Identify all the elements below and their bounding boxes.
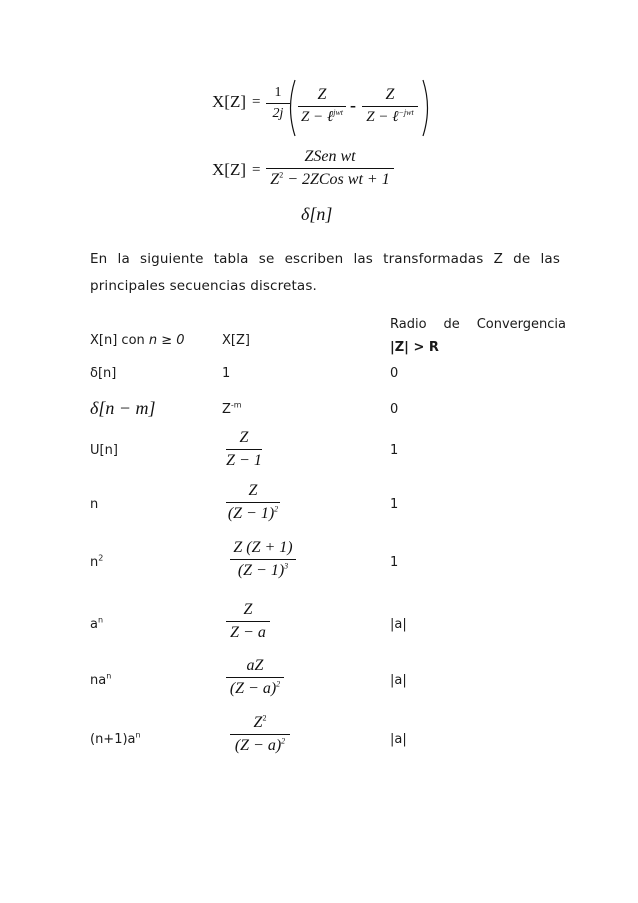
- eq1-term2-num: Z: [385, 86, 395, 103]
- sequence-base: (n+1)a: [90, 732, 136, 747]
- transform-numerator: aZ: [246, 657, 264, 674]
- eq1-term1: [298, 86, 346, 126]
- transform-numerator: Z (Z + 1): [233, 539, 293, 556]
- eq1-term1-den: Z − ℓ: [301, 109, 334, 125]
- eq1-coef-num: 1: [274, 85, 282, 100]
- row-roc: 1: [390, 555, 399, 570]
- paragraph-line-1: En la siguiente tabla se escriben las transformadas Z de las: [90, 251, 560, 267]
- header-roc-condition: |Z| > R: [390, 340, 439, 355]
- table-row: [90, 601, 570, 641]
- eq3-delta: δ[n]: [301, 204, 333, 224]
- eq2-fraction: [266, 148, 394, 189]
- eq2-equals: =: [252, 162, 261, 178]
- transform-numerator: Z: [239, 429, 249, 446]
- sequence-base: na: [90, 673, 107, 688]
- row-sequence: [90, 555, 103, 570]
- header-sequence-label: X[n] con: [90, 333, 149, 348]
- table-header: [90, 317, 570, 355]
- table-row: [90, 366, 570, 386]
- eq1-equals: =: [252, 94, 261, 110]
- sequence-exponent: 2: [98, 553, 104, 563]
- sequence-base: n: [90, 555, 99, 570]
- transform-denominator-exponent: 2: [276, 679, 281, 689]
- eq2-den-sq: 2: [279, 170, 284, 180]
- row-sequence: δ[n]: [90, 366, 117, 381]
- table-row: [90, 539, 570, 579]
- table-row: [90, 429, 570, 469]
- equations-block: [0, 0, 638, 240]
- eq1-term1-num: Z: [317, 86, 327, 103]
- transform-denominator: Z − 1: [226, 452, 262, 469]
- sequence-exponent: n: [106, 671, 112, 681]
- row-transform: [226, 429, 262, 470]
- transform-denominator-exponent: 2: [281, 736, 286, 746]
- row-transform: [222, 402, 242, 417]
- table-row: [90, 482, 570, 522]
- header-sequence: [90, 333, 185, 348]
- row-roc: |a|: [390, 673, 407, 688]
- row-transform: [230, 714, 290, 755]
- eq1-term2-exp: −jwt: [398, 108, 414, 117]
- row-sequence: [90, 617, 103, 632]
- row-sequence: [90, 732, 141, 747]
- row-transform: 1: [222, 366, 231, 381]
- transform-denominator-exponent: 2: [274, 504, 279, 514]
- row-transform: [226, 657, 284, 698]
- eq1-minus: -: [350, 95, 356, 115]
- row-sequence: n: [90, 497, 99, 512]
- row-roc: 1: [390, 497, 399, 512]
- header-transform: X[Z]: [222, 333, 250, 348]
- header-roc-word-3: Convergencia: [476, 317, 566, 332]
- row-transform: [226, 601, 270, 642]
- row-sequence: [90, 673, 111, 688]
- intro-paragraph: [90, 246, 560, 300]
- row-roc: 0: [390, 366, 399, 381]
- transform-denominator: (Z − 1): [237, 562, 285, 579]
- row-sequence: δ[n − m]: [90, 398, 156, 418]
- transform-denominator: (Z − a): [229, 680, 277, 697]
- row-transform: [230, 539, 296, 580]
- transform-base: Z: [222, 402, 231, 417]
- sequence-base: a: [90, 617, 98, 632]
- transform-numerator: Z: [253, 714, 263, 731]
- row-roc: 1: [390, 443, 399, 458]
- eq2-den-part2: − 2ZCos wt + 1: [283, 171, 390, 188]
- table-row: [90, 657, 570, 697]
- header-roc: [390, 317, 566, 355]
- eq1-term2-den: Z − ℓ: [366, 109, 399, 125]
- paragraph-line-2: principales secuencias discretas.: [90, 278, 317, 294]
- row-roc: 0: [390, 402, 399, 417]
- header-roc-word-2: de: [443, 317, 460, 332]
- transform-numerator: Z: [248, 482, 258, 499]
- table-row: [90, 398, 570, 422]
- transform-denominator: (Z − 1): [227, 505, 275, 522]
- right-paren: [420, 78, 434, 138]
- transform-denominator: (Z − a): [234, 737, 282, 754]
- eq1-lhs: X[Z]: [212, 92, 246, 111]
- sequence-exponent: n: [97, 615, 104, 625]
- row-transform: [226, 482, 280, 523]
- header-roc-word-1: Radio: [390, 317, 427, 332]
- transform-numerator-exponent: 2: [262, 713, 267, 723]
- eq1-term2: [362, 86, 418, 126]
- transform-numerator: Z: [243, 601, 253, 618]
- eq2-lhs: X[Z]: [212, 160, 246, 179]
- row-sequence: U[n]: [90, 443, 118, 458]
- table-row: [90, 713, 570, 754]
- row-roc: |a|: [390, 732, 407, 747]
- eq1-coef-den: 2j: [272, 106, 284, 121]
- transform-denominator: Z − a: [230, 624, 266, 641]
- eq1-term1-exp: jwt: [333, 108, 343, 117]
- left-paren: [284, 78, 298, 138]
- row-roc: |a|: [390, 617, 407, 632]
- eq2-num: ZSen wt: [304, 148, 356, 165]
- sequence-exponent: n: [135, 730, 141, 740]
- transform-exponent: -m: [230, 400, 242, 410]
- header-sequence-condition: n ≥ 0: [148, 333, 185, 348]
- transform-denominator-exponent: 3: [284, 561, 289, 571]
- eq2-den-part1: Z: [270, 171, 280, 188]
